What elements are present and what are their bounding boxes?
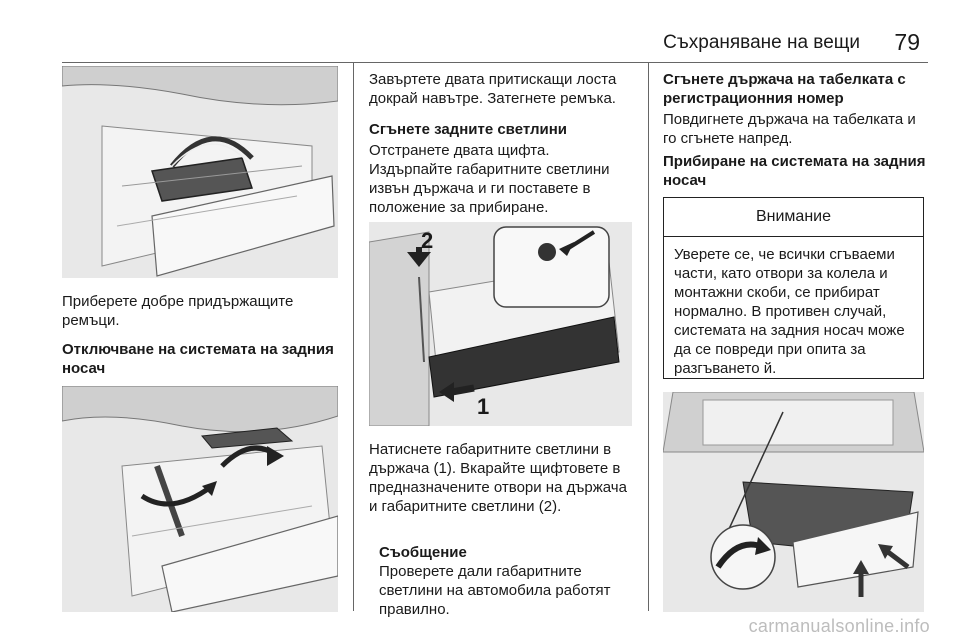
caption-strap-stowage: Приберете добре придържащите ремъци. <box>62 293 294 329</box>
para-rotate-levers: Завъртете двата притискащи лоста докрай навътре. Затегнете ремъка. <box>369 71 617 107</box>
note-text: Проверете дали габаритните светлини на автомобила работят правилно. <box>379 563 611 618</box>
figure-fold-lights <box>369 222 632 426</box>
heading-fold-plate-holder: Сгънете държача на табелката с регистрационния номер <box>663 71 906 107</box>
heading-unlock-carrier: Отключване на системата на задния носач <box>62 341 334 377</box>
note-title: Съобщение <box>379 544 467 561</box>
heading-stow-carrier: Прибиране на системата на задния носач <box>663 153 926 189</box>
warning-box <box>663 197 924 379</box>
figure-label-2: 2 <box>421 228 434 253</box>
para-remove-pins: Отстранете двата щифта. Издърпайте габаритните светлини извън държача и ги поставете в положение за прибиране. <box>369 142 610 216</box>
para-lift-plate-holder: Повдигнете държача на табелката и го сгънете напред. <box>663 111 916 147</box>
warning-text: Уверете се, че всички сгъваеми части, като отвори за колела и монтажни скоби, се прибират нормално. В противен случай, системата на задния носач може да се повреди при опита за разгъването й. <box>674 246 905 377</box>
watermark-footer: carmanualsonline.info <box>748 616 930 636</box>
running-header-title: Съхраняване на вещи <box>663 32 860 53</box>
figure-stow-carrier <box>663 392 924 612</box>
warning-title: Внимание <box>664 198 923 237</box>
heading-fold-lights: Сгънете задните светлини <box>369 121 568 138</box>
figure-strap-stowage <box>62 66 338 278</box>
para-press-lights: Натиснете габаритните светлини в държача (1). Вкарайте щифтовете в предназначените отвори на държача и габаритните светлини (2). <box>369 441 627 515</box>
header-rule <box>62 62 928 63</box>
column-divider-2 <box>648 62 649 611</box>
page-number: 79 <box>894 29 920 55</box>
figure-label-1: 1 <box>477 394 490 419</box>
figure-unlock-carrier <box>62 386 338 612</box>
column-divider-1 <box>353 62 354 611</box>
